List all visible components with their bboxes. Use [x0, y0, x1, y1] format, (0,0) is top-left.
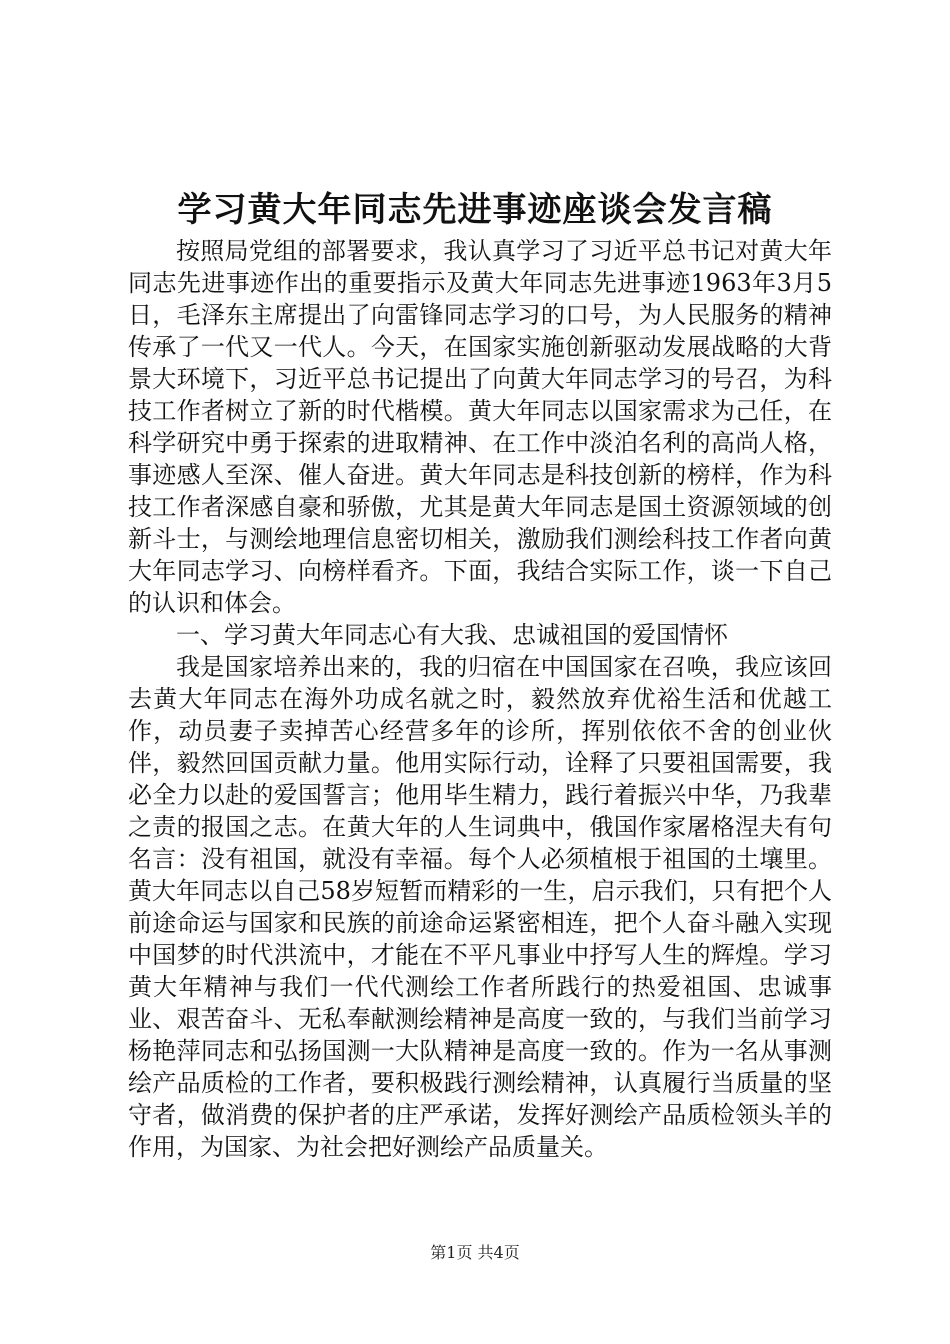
document-title: 学习黄大年同志先进事迹座谈会发言稿: [177, 190, 773, 230]
document-body: [128, 235, 832, 1163]
paragraph-section-1: 我是国家培养出来的，我的归宿在中国国家在召唤，我应该回去黄大年同志在海外功成名就之时，毅然放弃优裕生活和优越工作，动员妻子卖掉苦心经营多年的诊所，挥别依依不舍的创业伙伴，毅然回国贡献力量。他用实际行动，诠释了只要祖国需要，我必全力以赴的爱国誓言；他用毕生精力，践行着振兴中华，乃我辈之责的报国之志。在黄大年的人生词典中，俄国作家屠格涅夫有句名言：没有祖国，就没有幸福。每个人必须植根于祖国的土壤里。黄大年同志以自己58岁短暂而精彩的一生，启示我们，只有把个人前途命运与国家和民族的前途命运紧密相连，把个人奋斗融入实现中国梦的时代洪流中，才能在不平凡事业中抒写人生的辉煌。学习黄大年精神与我们一代代测绘工作者所践行的热爱祖国、忠诚事业、艰苦奋斗、无私奉献测绘精神是高度一致的，与我们当前学习杨艳萍同志和弘扬国测一大队精神是高度一致的。作为一名从事测绘产品质检的工作者，要积极践行测绘精神，认真履行当质量的坚守者，做消费的保护者的庄严承诺，发挥好测绘产品质检领头羊的作用，为国家、为社会把好测绘产品质量关。: [128, 653, 832, 1161]
section-heading-1: 一、学习黄大年同志心有大我、忠诚祖国的爱国情怀: [176, 621, 728, 649]
paragraph-intro: 按照局党组的部署要求，我认真学习了习近平总书记对黄大年同志先进事迹作出的重要指示及黄大年同志先进事迹1963年3月5日，毛泽东主席提出了向雷锋同志学习的口号，为人民服务的精神传承了一代又一代人。今天，在国家实施创新驱动发展战略的大背景大环境下，习近平总书记提出了向黄大年同志学习的号召，为科技工作者树立了新的时代楷模。黄大年同志以国家需求为己任，在科学研究中勇于探索的进取精神、在工作中淡泊名利的高尚人格，事迹感人至深、催人奋进。黄大年同志是科技创新的榜样，作为科技工作者深感自豪和骄傲，尤其是黄大年同志是国土资源领域的创新斗士，与测绘地理信息密切相关，激励我们测绘科技工作者向黄大年同志学习、向榜样看齐。下面，我结合实际工作，谈一下自己的认识和体会。: [128, 237, 832, 617]
page-number: 第1页 共4页: [430, 1243, 520, 1262]
page-footer: [0, 1242, 950, 1264]
